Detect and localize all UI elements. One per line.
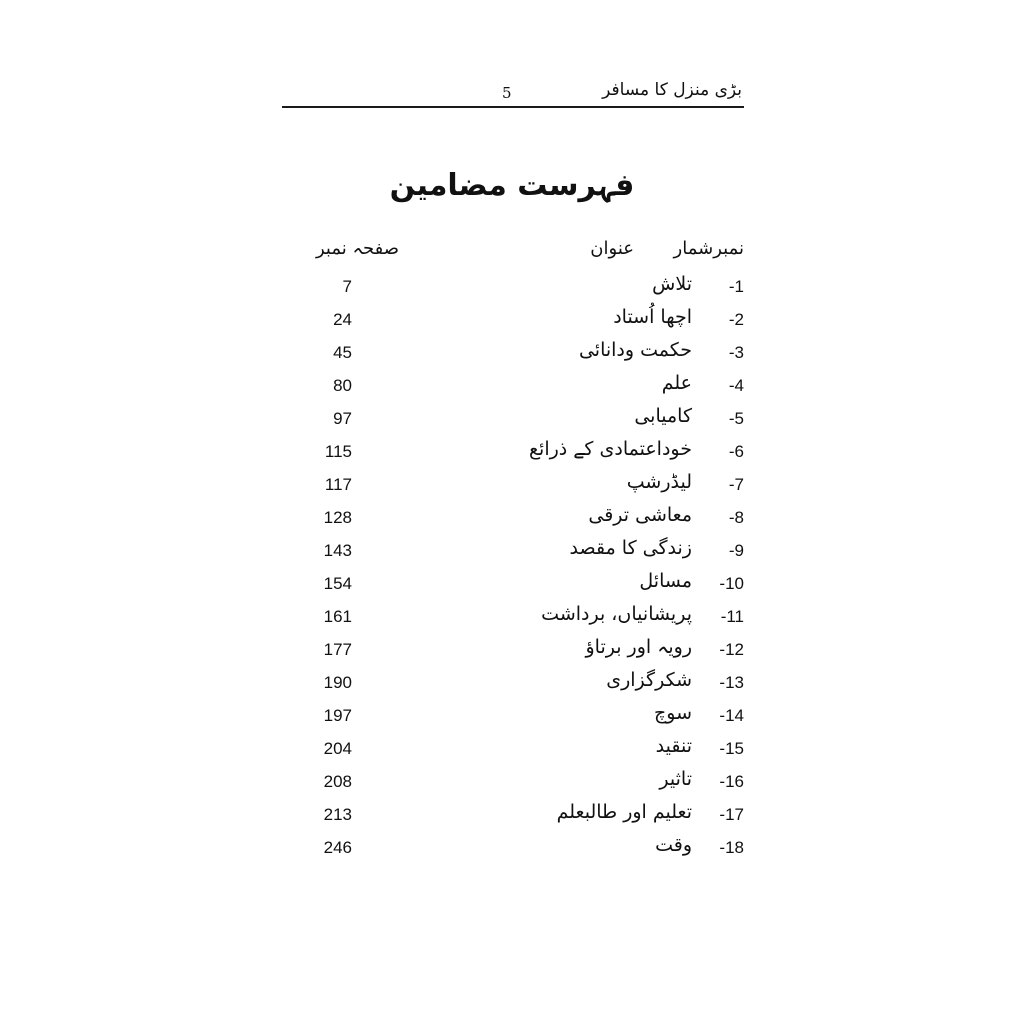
entry-number: -14 — [719, 706, 744, 725]
toc-entry — [0, 636, 1024, 669]
entry-page-number: 208 — [323, 772, 352, 791]
entry-page-number: 204 — [323, 739, 352, 758]
entry-title: مسائل — [639, 570, 692, 592]
entry-title: رویہ اور برتاؤ — [585, 636, 692, 658]
entry-title: تعلیم اور طالبعلم — [556, 801, 692, 823]
entry-page-number: 154 — [323, 574, 352, 593]
toc-entry — [0, 438, 1024, 471]
entry-title: شکرگزاری — [606, 669, 692, 691]
toc-entry — [0, 669, 1024, 702]
entry-page-number: 161 — [323, 607, 352, 626]
page-number: 5 — [502, 84, 512, 102]
serial-column-header: نمبرشمار — [673, 238, 744, 259]
running-header — [282, 78, 744, 108]
entry-title: تاثیر — [659, 768, 692, 790]
entry-page-number: 177 — [323, 640, 352, 659]
toc-entry — [0, 834, 1024, 867]
entry-title: تنقید — [655, 735, 692, 757]
entry-page-number: 80 — [333, 376, 352, 395]
entry-number: -8 — [728, 508, 744, 527]
entry-page-number: 246 — [323, 838, 352, 857]
toc-entry — [0, 339, 1024, 372]
toc-entry — [0, 405, 1024, 438]
entry-title: سوچ — [654, 702, 692, 724]
entry-page-number: 190 — [323, 673, 352, 692]
entry-title: خوداعتمادی کے ذرائع — [528, 438, 692, 460]
entry-title: علم — [661, 372, 692, 394]
entry-page-number: 143 — [323, 541, 352, 560]
toc-entry — [0, 306, 1024, 339]
entry-number: -13 — [719, 673, 744, 692]
entry-number: -12 — [719, 640, 744, 659]
toc-entry — [0, 537, 1024, 570]
entry-number: -6 — [728, 442, 744, 461]
entry-number: -15 — [719, 739, 744, 758]
header-rule — [282, 106, 744, 108]
entry-number: -3 — [728, 343, 744, 362]
toc-list — [0, 273, 1024, 873]
entry-title: کامیابی — [634, 405, 692, 427]
entry-page-number: 117 — [324, 475, 352, 494]
running-title: بڑی منزل کا مسافر — [602, 80, 742, 100]
entry-title: اچھا اُستاد — [613, 306, 692, 328]
entry-page-number: 128 — [323, 508, 352, 527]
toc-entry — [0, 603, 1024, 636]
toc-entry — [0, 273, 1024, 306]
entry-title: معاشی ترقی — [588, 504, 692, 526]
toc-entry — [0, 471, 1024, 504]
entry-page-number: 115 — [324, 442, 352, 461]
entry-number: -11 — [720, 607, 744, 626]
page-column-header: صفحہ نمبر — [316, 238, 400, 259]
entry-title: حکمت ودانائی — [578, 339, 692, 361]
entry-title: پریشانیاں، برداشت — [541, 603, 692, 625]
entry-number: -9 — [728, 541, 744, 560]
entry-number: -2 — [728, 310, 744, 329]
toc-entry — [0, 702, 1024, 735]
toc-entry — [0, 372, 1024, 405]
entry-number: -17 — [719, 805, 744, 824]
toc-entry — [0, 570, 1024, 603]
entry-page-number: 97 — [333, 409, 352, 428]
entry-number: -18 — [719, 838, 744, 857]
toc-entry — [0, 504, 1024, 537]
toc-entry — [0, 768, 1024, 801]
toc-entry — [0, 801, 1024, 834]
heading-column-header: عنوان — [590, 238, 634, 259]
entry-title: تلاش — [652, 273, 692, 295]
entry-title: وقت — [655, 834, 692, 856]
entry-number: -7 — [728, 475, 744, 494]
entry-page-number: 213 — [323, 805, 352, 824]
entry-number: -4 — [728, 376, 744, 395]
entry-number: -5 — [728, 409, 744, 428]
entry-number: -16 — [719, 772, 744, 791]
entry-number: -1 — [728, 277, 744, 296]
toc-entry — [0, 735, 1024, 768]
entry-title: زندگی کا مقصد — [569, 537, 692, 559]
entry-number: -10 — [719, 574, 744, 593]
entry-page-number: 197 — [323, 706, 352, 725]
entry-page-number: 7 — [342, 277, 352, 296]
entry-page-number: 45 — [333, 343, 352, 362]
toc-title: فہرست مضامین — [389, 168, 635, 203]
entry-title: لیڈرشپ — [626, 471, 692, 493]
entry-page-number: 24 — [333, 310, 352, 329]
